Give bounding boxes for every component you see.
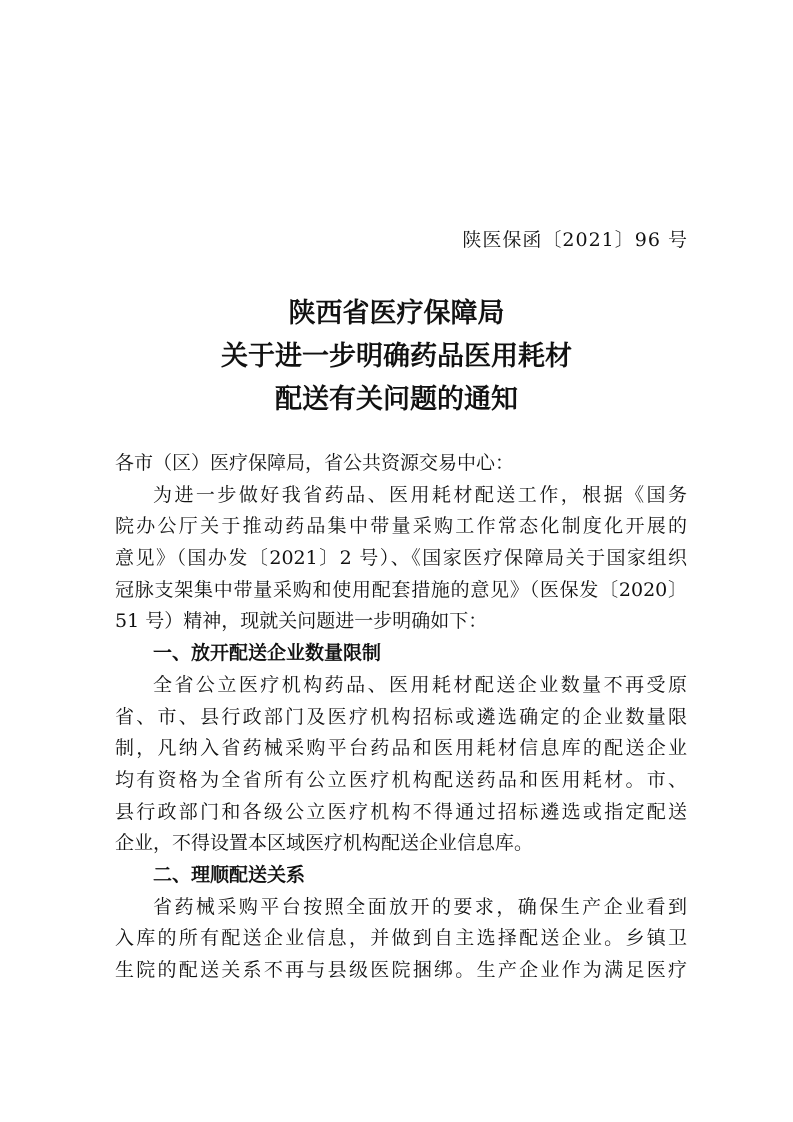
document-body — [115, 448, 687, 987]
section-1-line: 均有资格为全省所有公立医疗机构配送药品和医用耗材。市、 — [115, 768, 687, 791]
section-1-line: 全省公立医疗机构药品、医用耗材配送企业数量不再受原 — [153, 673, 687, 696]
section-1-line: 制，凡纳入省药械采购平台药品和医用耗材信息库的配送企业 — [115, 737, 687, 760]
section-1-line: 企业，不得设置本区域医疗机构配送企业信息库。 — [115, 832, 534, 855]
intro-line: 51 号）精神，现就关问题进一步明确如下： — [115, 610, 488, 633]
intro-line: 院办公厅关于推动药品集中带量采购工作常态化制度化开展的 — [115, 515, 687, 538]
intro-line: 意见》（国办发〔2021〕2 号）、《国家医疗保障局关于国家组织 — [115, 547, 687, 570]
section-2-line: 省药械采购平台按照全面放开的要求，确保生产企业看到 — [153, 895, 687, 918]
addressee: 各市（区）医疗保障局，省公共资源交易中心： — [115, 452, 515, 474]
section-1-line: 省、市、县行政部门及医疗机构招标或遴选确定的企业数量限 — [115, 705, 687, 728]
title-line-3: 配送有关问题的通知 — [275, 384, 518, 415]
section-2-heading: 二、理顺配送关系 — [153, 863, 306, 886]
section-2-line: 生院的配送关系不再与县级医院捆绑。生产企业作为满足医疗 — [115, 959, 687, 981]
document-title — [0, 292, 793, 421]
title-line-2: 关于进一步明确药品医用耗材 — [221, 341, 572, 372]
title-line-1: 陕西省医疗保障局 — [288, 298, 505, 329]
section-1-heading: 一、放开配送企业数量限制 — [153, 642, 382, 665]
intro-line: 冠脉支架集中带量采购和使用配套措施的意见》（医保发〔2020〕 — [115, 578, 687, 601]
section-2-line: 入库的所有配送企业信息，并做到自主选择配送企业。乡镇卫 — [115, 927, 687, 950]
document-number: 陕医保函〔2021〕96 号 — [462, 229, 688, 251]
intro-line: 为进一步做好我省药品、医用耗材配送工作，根据《国务 — [153, 483, 687, 506]
section-1-line: 县行政部门和各级公立医疗机构不得通过招标遴选或指定配送 — [115, 800, 687, 823]
